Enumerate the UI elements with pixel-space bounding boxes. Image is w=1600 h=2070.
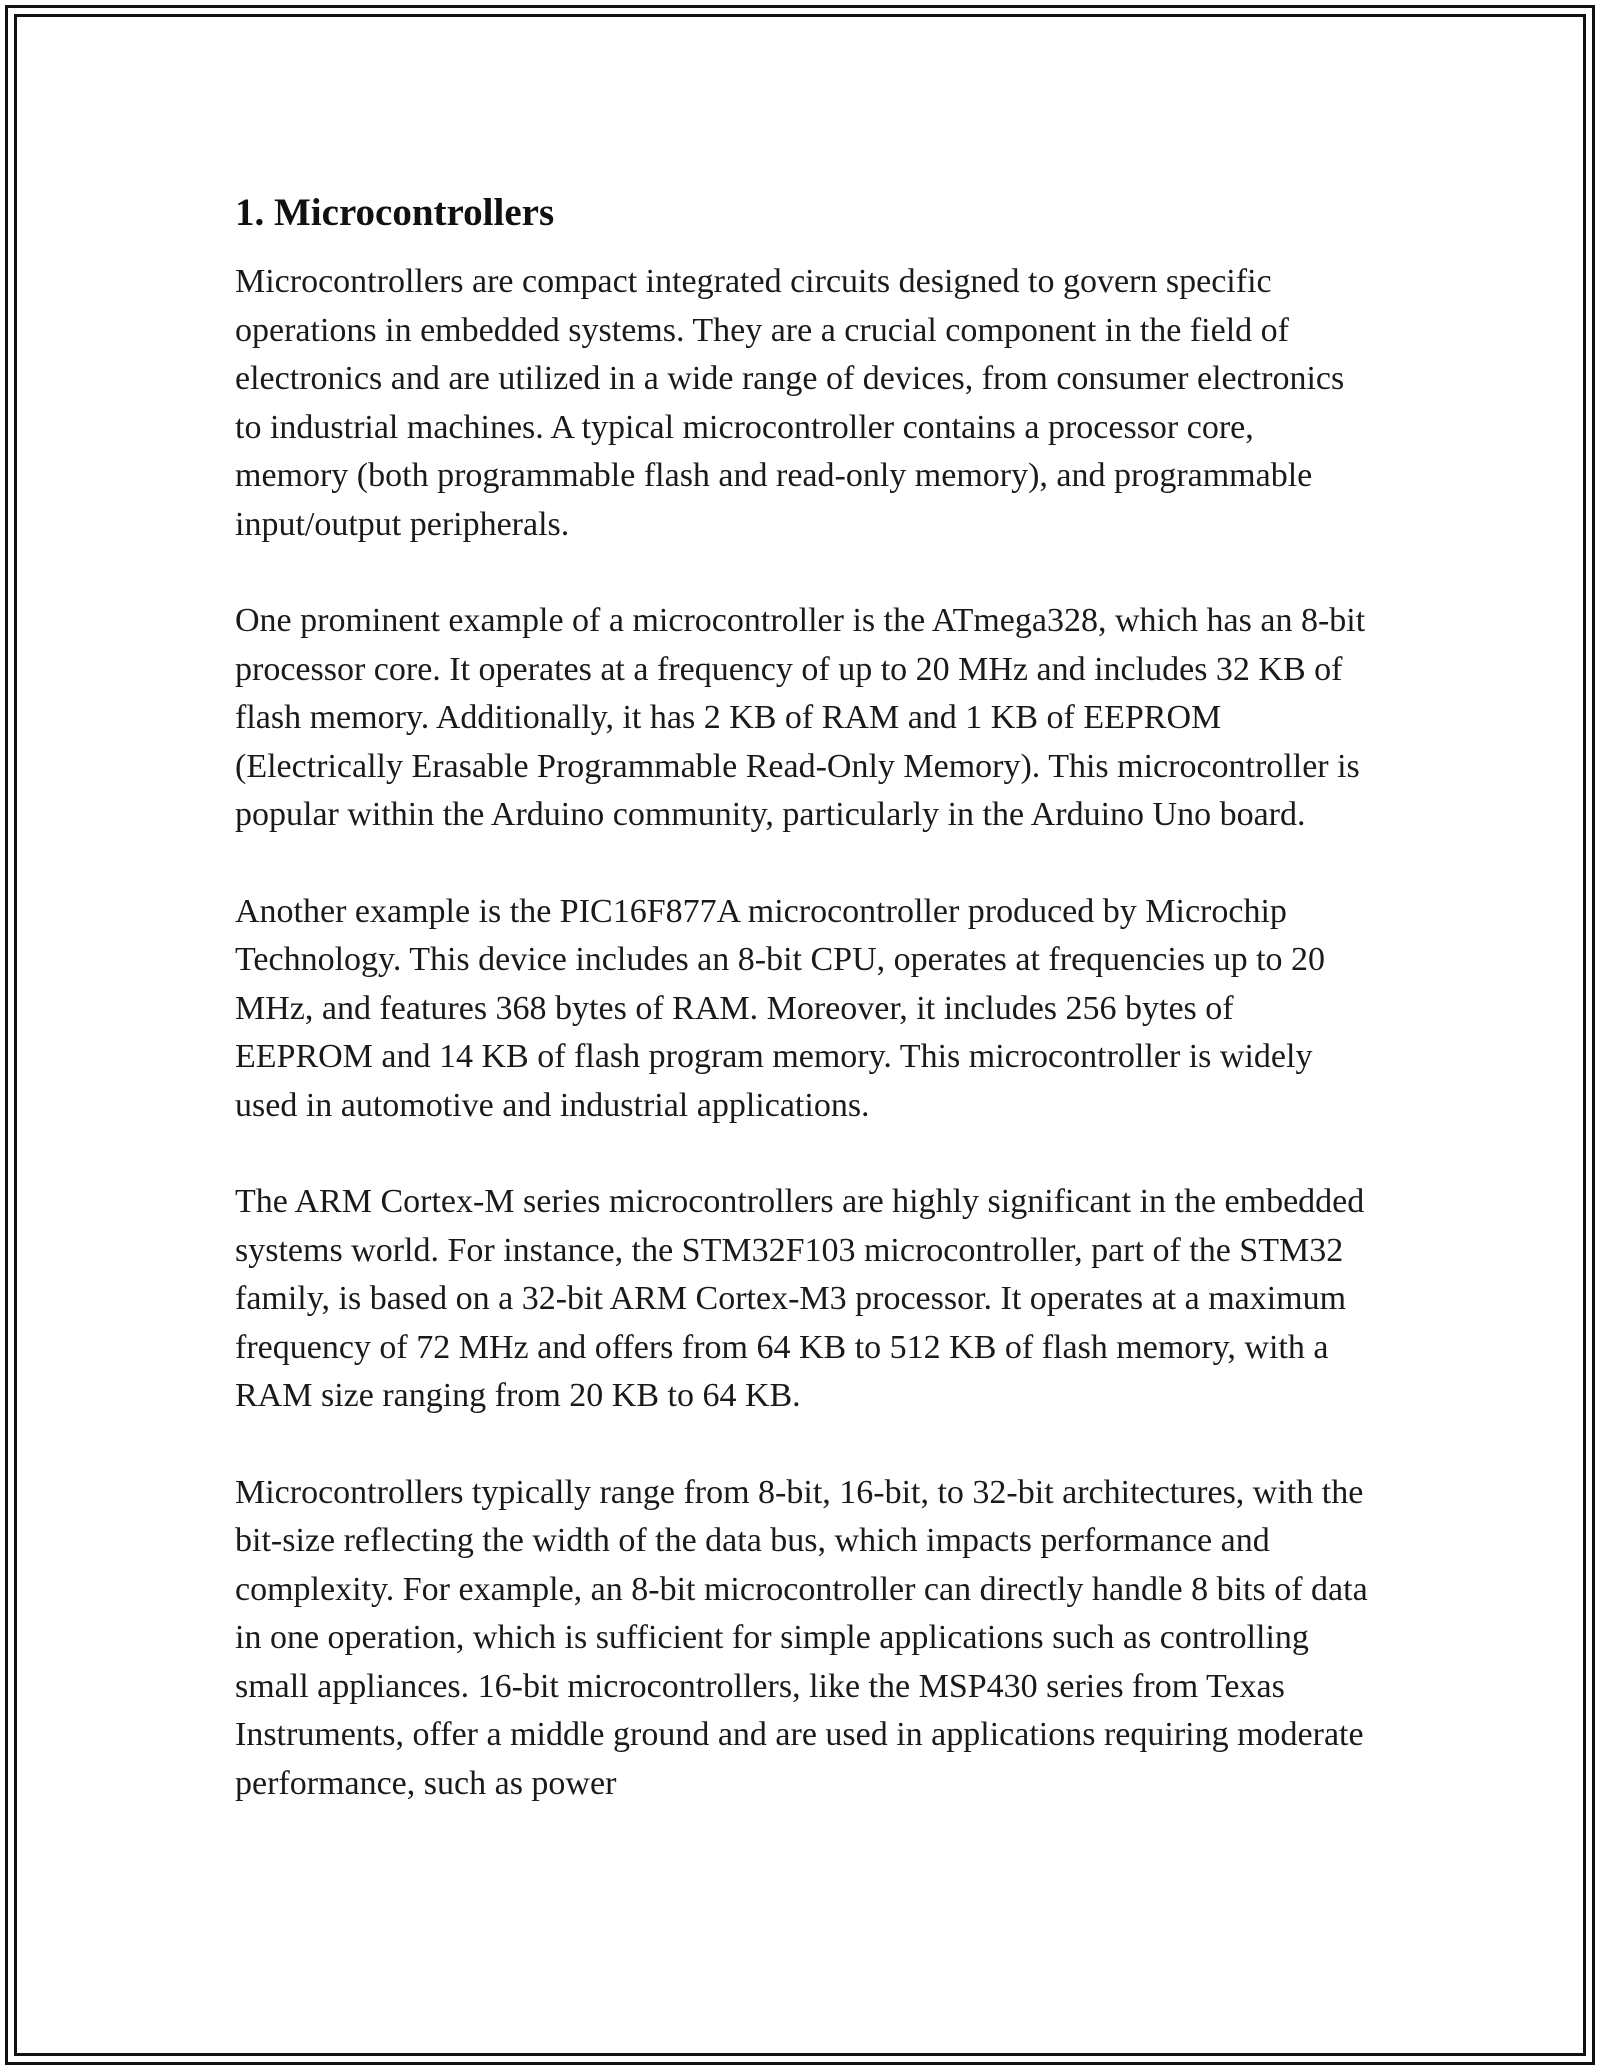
paragraph-pic16f877a: Another example is the PIC16F877A microcontroller produced by Microchip Technology. This device includes an 8-bit CPU, operates at frequencies up to 20 MHz, and features 368 bytes of RAM. Moreover, it includes 256 bytes of EEPROM and 14 KB of flash program memory. This microcontroller is widely used in automotive and industrial applications.	[235, 892, 1326, 1124]
paragraph-architectures: Microcontrollers typically range from 8-bit, 16-bit, to 32-bit architectures, with the bit-size reflecting the width of the data bus, which impacts performance and complexity. For example, an 8-bit microcontroller can directly handle 8 bits of data in one operation, which is sufficient for simple applications such as controlling small appliances. 16-bit microcontrollers, like the MSP430 series from Texas Instruments, offer a middle ground and are used in applications requiring moderate performance, such as power	[235, 1473, 1368, 1802]
document-body	[235, 186, 1375, 1856]
paragraph-intro: Microcontrollers are compact integrated circuits designed to govern specific operations in embedded systems. They are a crucial component in the field of electronics and are utilized in a wide range of devices, from consumer electronics to industrial machines. A typical microcontroller contains a processor core, memory (both programmable flash and read-only memory), and programmable input/output peripherals.	[235, 263, 1345, 543]
section-heading: 1. Microcontrollers	[235, 191, 555, 234]
paragraph-atmega328: One prominent example of a microcontroller is the ATmega328, which has an 8-bit processor core. It operates at a frequency of up to 20 MHz and includes 32 KB of flash memory. Additionally, it has 2 KB of RAM and 1 KB of EEPROM (Electrically Erasable Programmable Read-Only Memory). This microcontroller is popular within the Arduino community, particularly in the Arduino Uno board.	[235, 602, 1366, 833]
paragraph-stm32: The ARM Cortex-M series microcontrollers are highly significant in the embedded systems world. For instance, the STM32F103 microcontroller, part of the STM32 family, is based on a 32-bit ARM Cortex-M3 processor. It operates at a maximum frequency of 72 MHz and offers from 64 KB to 512 KB of flash memory, with a RAM size ranging from 20 KB to 64 KB.	[235, 1183, 1365, 1414]
